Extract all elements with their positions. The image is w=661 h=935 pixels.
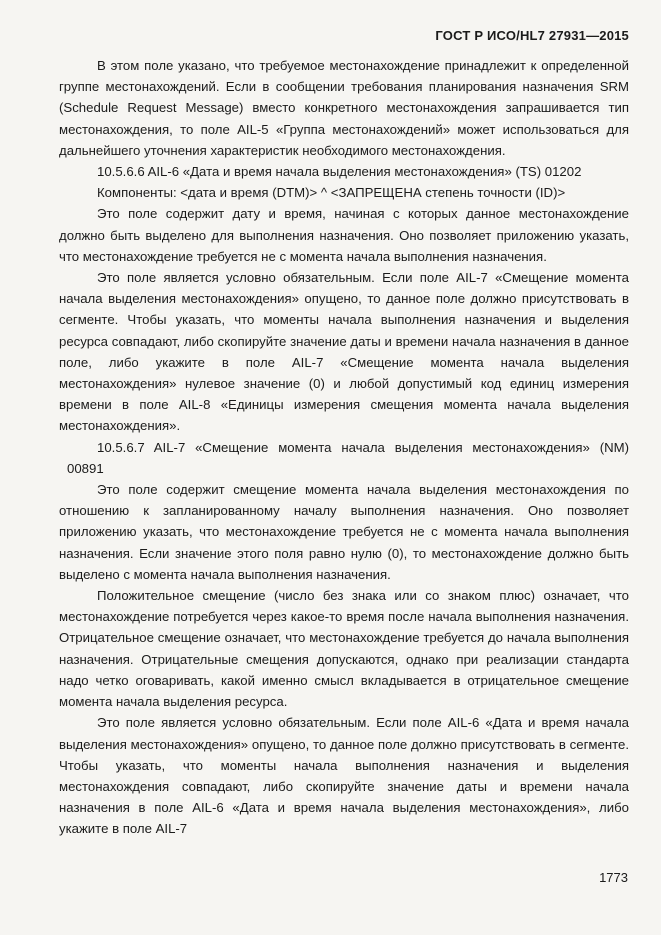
section-heading-ail-7-number: 00891 [67,460,104,476]
page-number: 1773 [599,870,628,885]
document-header-standard-id: ГОСТ Р ИСО/HL7 27931—2015 [435,28,629,43]
paragraph-ail-7-offset-sign: Положительное смещение (число без знака или со знаком плюс) означает, что местонахождение потребуется через какое-то время после начала выполнения назначения. Отрицательное смещение означает, что местонахождение требуется до начала выполнения назначения. Отрицательные смещения допускаются, однако при реализации стандарта надо четко оговаривать, какой именно смысл вкладывается в отрицательное смещение момента начала выделения ресурса. [59,588,629,710]
paragraph-ail-6-description: Это поле содержит дату и время, начиная с которых данное местонахождение должно быть выделено для выполнения назначения. Оно позволяет приложению указать, что местонахождение требуется не с момента начала выполнения назначения. [59,206,629,264]
components-line-ail-6: Компоненты: <дата и время (DTM)> ^ <ЗАПРЕЩЕНА степень точности (ID)> [97,185,566,201]
paragraph-ail-6-conditional: Это поле является условно обязательным. Если поле AIL-7 «Смещение момента начала выделения местонахождения» опущено, то данное поле должно присутствовать в сегменте. Чтобы указать, что моменты начала выполнения назначения и выделения ресурса совпадают, либо скопируйте значение даты и времени начала назначения в данное поле, либо укажите в поле AIL-7 «Смещение момента начала выделения местонахождения» нулевое значение (0) и любой допустимый код единиц измерения времени в поле AIL-8 «Единицы измерения смещения момента начала выделения местонахождения». [59,270,629,434]
paragraph-ail-7-description: Это поле содержит смещение момента начала выделения местонахождения по отношению к запланированному началу выполнения назначения. Оно позволяет приложению указать, что местонахождение требуется не с момента начала выполнения назначения. Если значение этого поля равно нулю (0), то местонахождение должно быть выделено с момента начала выполнения назначения. [59,482,629,582]
document-body [59,55,629,840]
paragraph-location-group: В этом поле указано, что требуемое местонахождение принадлежит к определенной группе местонахождений. Если в сообщении требования планирования назначения SRM (Schedule Request Message) вместо конкретного местонахождения запрашивается тип местонахождения, то поле AIL-5 «Группа местонахождений» может использоваться для дальнейшего уточнения характеристик необходимого местонахождения. [59,58,629,158]
section-heading-ail-7: 10.5.6.7 AIL-7 «Смещение момента начала выделения местонахождения» (NM) [97,439,629,455]
paragraph-ail-7-conditional: Это поле является условно обязательным. Если поле AIL-6 «Дата и время начала выделения местонахождения» опущено, то данное поле должно присутствовать в сегменте. Чтобы указать, что моменты начала выполнения назначения и выделения местонахождения совпадают, либо скопируйте значение даты и времени начала назначения в поле AIL-6 «Дата и время начала выделения местонахождения», либо укажите в поле AIL-7 [59,715,629,837]
section-heading-ail-6: 10.5.6.6 AIL-6 «Дата и время начала выделения местонахождения» (TS) 01202 [97,164,582,180]
